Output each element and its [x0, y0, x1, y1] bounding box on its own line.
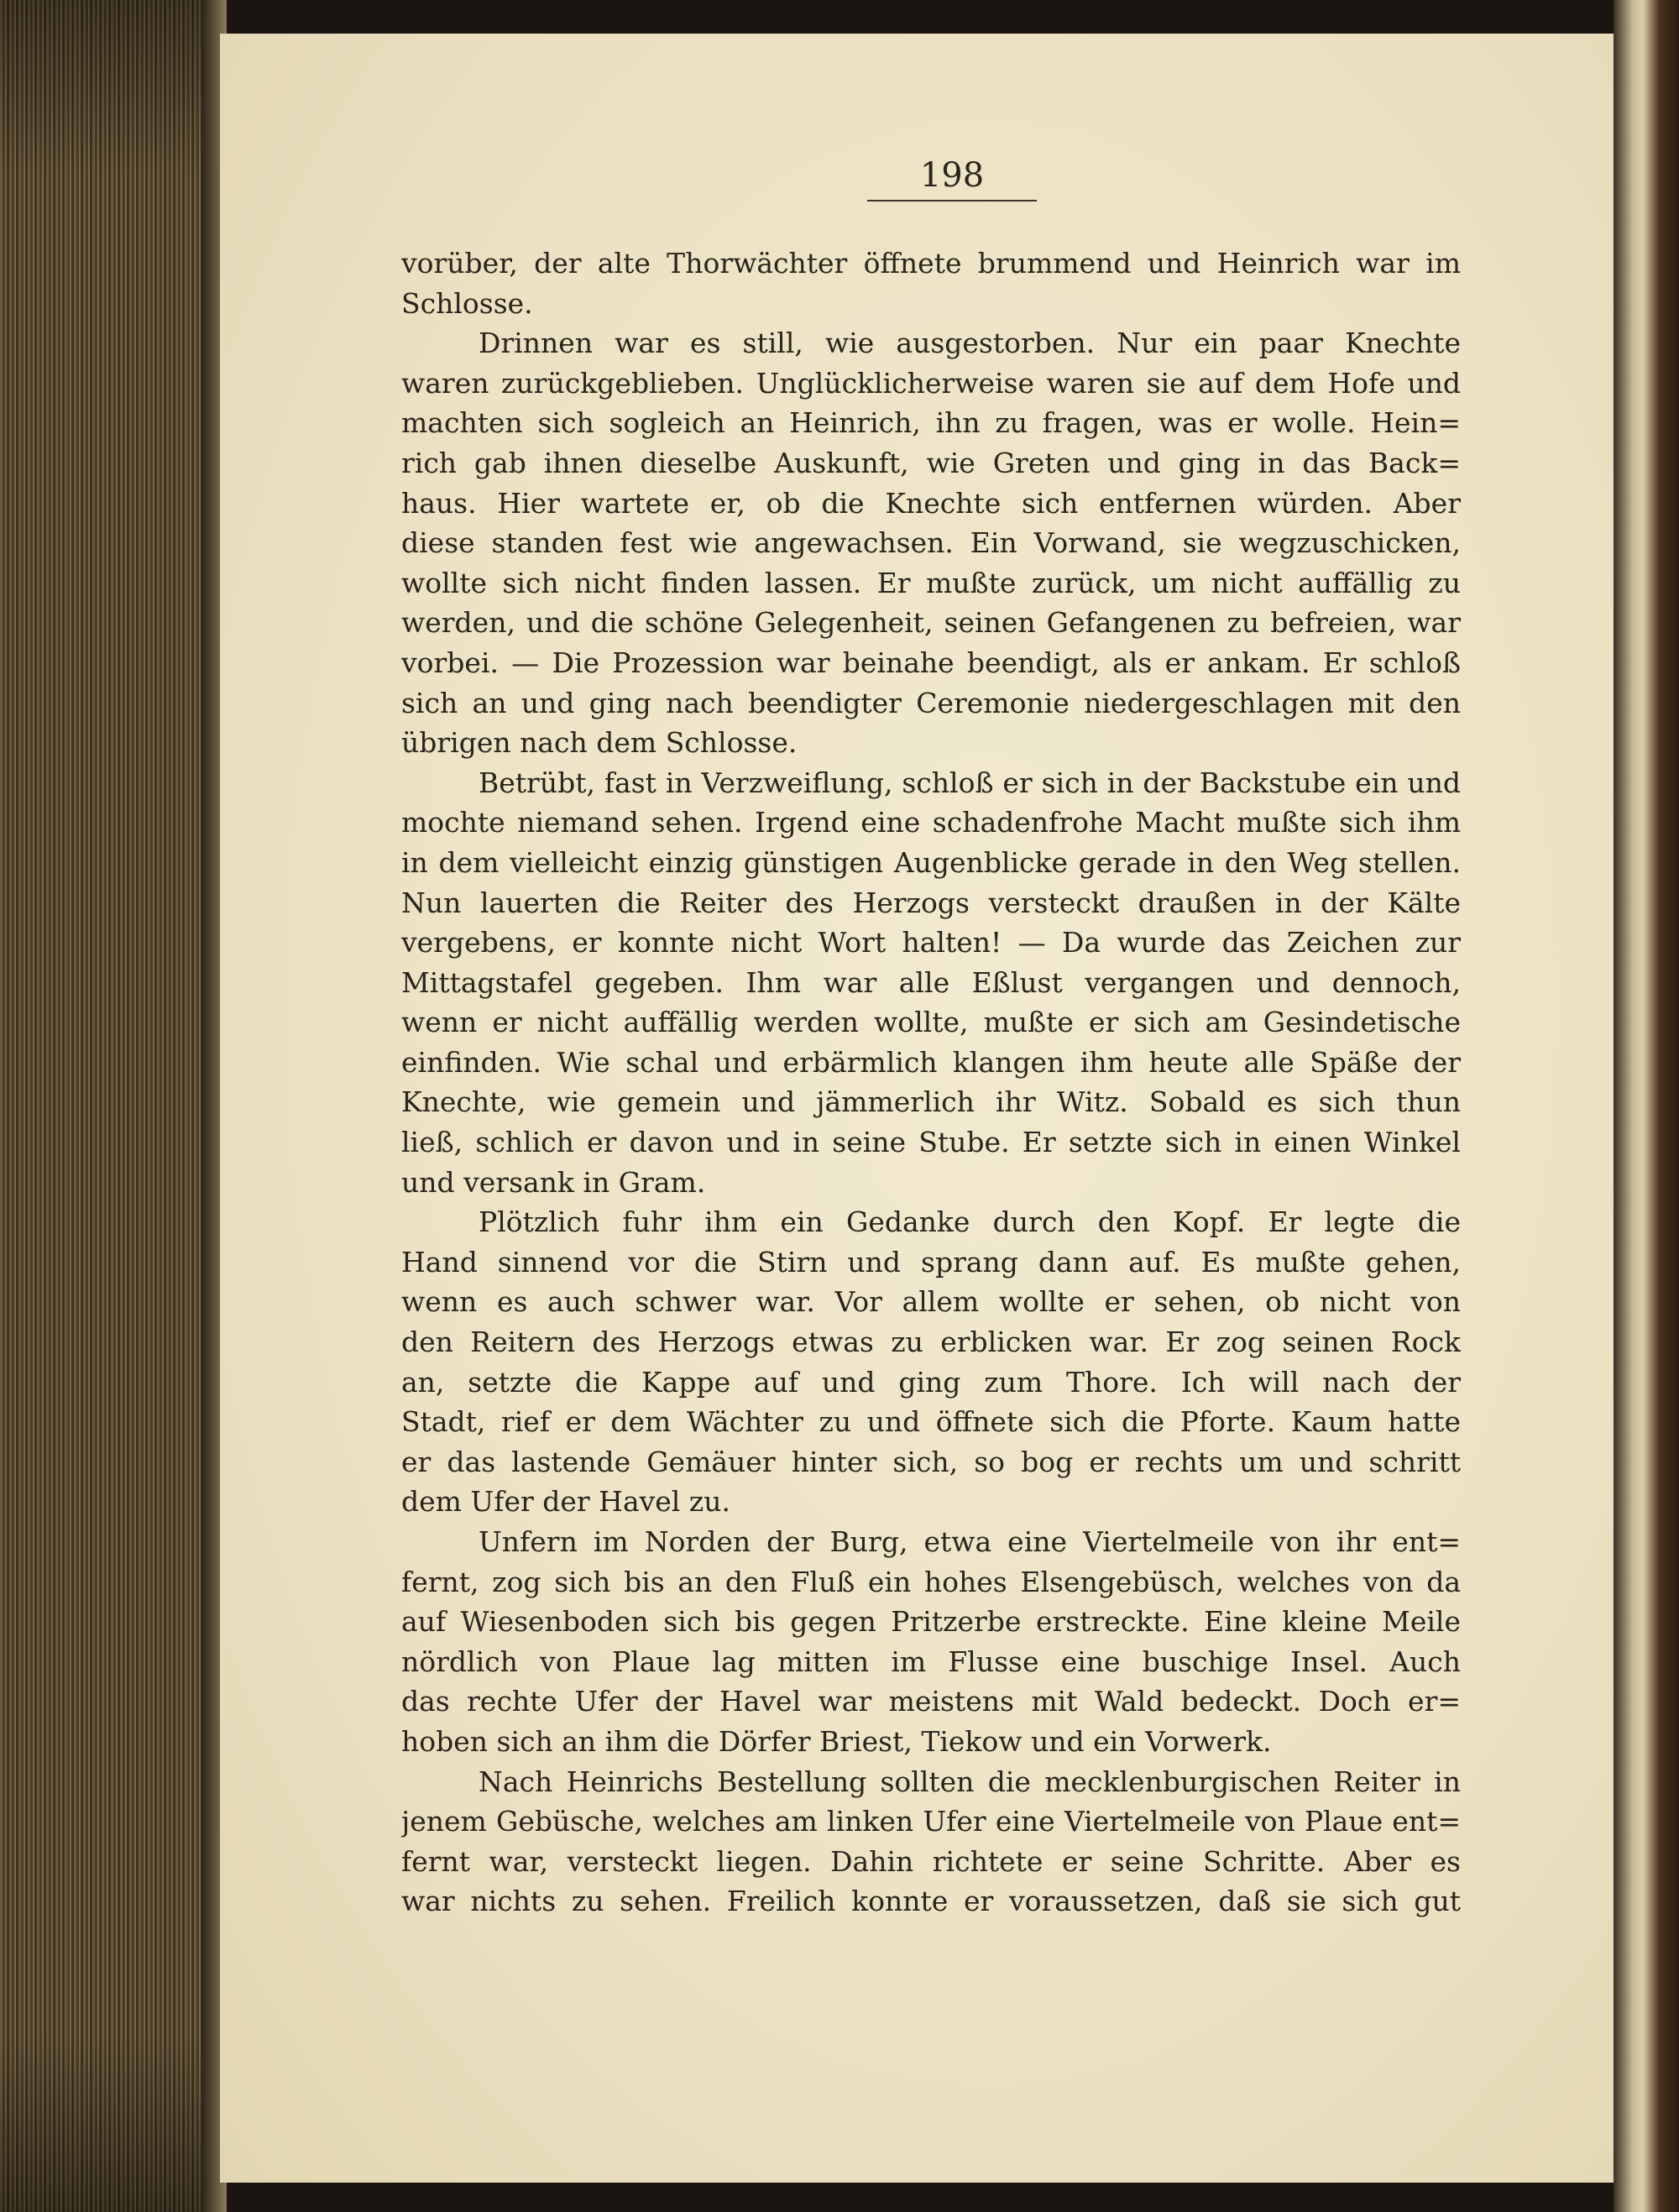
text-line-content: waren zurückgeblieben. Unglücklicherweise waren sie auf dem Hofe und	[401, 366, 1461, 400]
text-line-content: Nach Heinrichs Bestellung sollten die mecklenburgischen Reiter in	[479, 1765, 1461, 1798]
text-line-content: an, setzte die Kappe auf und ging zum Thore. Ich will nach der	[401, 1365, 1461, 1399]
text-line	[401, 363, 1461, 404]
next-page-edge	[1614, 0, 1679, 2212]
text-line-content: in dem vielleicht einzig günstigen Augenblicke gerade in den Weg stellen.	[401, 845, 1461, 879]
text-line	[401, 1362, 1461, 1403]
text-line-content: diese standen fest wie angewachsen. Ein Vorwand, sie wegzuschicken,	[401, 526, 1461, 560]
text-line	[401, 1642, 1461, 1682]
text-line	[401, 1282, 1461, 1322]
text-line-content: hoben sich an ihm die Dörfer Briest, Tiekow und ein Vorwerk.	[401, 1724, 1272, 1758]
text-line-content: Mittagstafel gegeben. Ihm war alle Eßlust vergangen und dennoch,	[401, 965, 1461, 999]
body-text	[401, 243, 1461, 1922]
text-line	[401, 563, 1461, 604]
text-line	[401, 284, 1461, 324]
text-line	[401, 923, 1461, 963]
text-line	[401, 1722, 1461, 1762]
text-line-content: Schlosse.	[401, 286, 533, 320]
text-line	[401, 1322, 1461, 1362]
text-line	[401, 803, 1461, 843]
text-line	[401, 1163, 1461, 1203]
text-line	[401, 1402, 1461, 1442]
text-line	[401, 323, 1461, 363]
text-line	[401, 1562, 1461, 1603]
text-line	[401, 1522, 1461, 1562]
text-line	[401, 763, 1461, 803]
text-line-content: übrigen nach dem Schlosse.	[401, 726, 798, 760]
text-line	[401, 1602, 1461, 1642]
text-line-content: Drinnen war es still, wie ausgestorben. Nur ein paar Knechte	[479, 327, 1461, 360]
text-line-content: war nichts zu sehen. Freilich konnte er voraussetzen, daß sie sich gut	[401, 1885, 1461, 1918]
text-line-content: fernt, zog sich bis an den Fluß ein hohes Elsengebüsch, welches von da	[401, 1565, 1461, 1598]
text-line-content: Plötzlich fuhr ihm ein Gedanke durch den Kopf. Er legte die	[479, 1205, 1461, 1239]
page-number: 198	[919, 156, 985, 195]
text-line	[401, 883, 1461, 923]
text-line-content: haus. Hier wartete er, ob die Knechte sich entfernen würden. Aber	[401, 486, 1461, 520]
text-line	[401, 1482, 1461, 1522]
text-line-content: Unfern im Norden der Burg, etwa eine Viertelmeile von ihr ent=	[479, 1525, 1461, 1558]
text-line	[401, 1242, 1461, 1283]
text-line-content: mochte niemand sehen. Irgend eine schadenfrohe Macht mußte sich ihm	[401, 806, 1461, 839]
text-line-content: Nun lauerten die Reiter des Herzogs versteckt draußen in der Kälte	[401, 886, 1461, 919]
text-line-content: den Reitern des Herzogs etwas zu erblicken war. Er zog seinen Rock	[401, 1326, 1461, 1359]
text-line-content: sich an und ging nach beendigter Ceremonie niedergeschlagen mit den	[401, 686, 1461, 719]
text-line	[401, 843, 1461, 883]
text-line-content: auf Wiesenboden sich bis gegen Pritzerbe erstreckte. Eine kleine Meile	[401, 1605, 1461, 1639]
text-line-content: fernt war, versteckt liegen. Dahin richtete er seine Schritte. Aber es	[401, 1844, 1461, 1878]
text-line-content: machten sich sogleich an Heinrich, ihn zu fragen, was er wolle. Hein=	[401, 406, 1461, 440]
book-page-edges	[0, 0, 220, 2212]
text-line	[401, 1842, 1461, 1882]
text-line-content: das rechte Ufer der Havel war meistens mit Wald bedeckt. Doch er=	[401, 1685, 1461, 1718]
text-line-content: dem Ufer der Havel zu.	[401, 1485, 730, 1519]
text-line	[401, 1442, 1461, 1483]
text-line	[401, 1762, 1461, 1802]
text-line-content: Stadt, rief er dem Wächter zu und öffnete sich die Pforte. Kaum hatte	[401, 1405, 1461, 1439]
text-line	[401, 403, 1461, 443]
text-line-content: vergebens, er konnte nicht Wort halten! — Da wurde das Zeichen zur	[401, 926, 1461, 960]
text-line-content: wenn er nicht auffällig werden wollte, mußte er sich am Gesindetische	[401, 1006, 1461, 1039]
text-line-content: jenem Gebüsche, welches am linken Ufer eine Viertelmeile von Plaue ent=	[401, 1805, 1461, 1838]
text-line-content: Knechte, wie gemein und jämmerlich ihr Witz. Sobald es sich thun	[401, 1085, 1461, 1119]
text-line	[401, 643, 1461, 683]
text-line-content: werden, und die schöne Gelegenheit, seinen Gefangenen zu befreien, war	[401, 606, 1461, 640]
text-line-content: vorüber, der alte Thorwächter öffnete brummend und Heinrich war im	[401, 247, 1461, 280]
text-line-content: wollte sich nicht finden lassen. Er mußte zurück, um nicht auffällig zu	[401, 566, 1461, 599]
text-line-content: er das lastende Gemäuer hinter sich, so bog er rechts um und schritt	[401, 1445, 1461, 1478]
text-line-content: wenn es auch schwer war. Vor allem wollte er sehen, ob nicht von	[401, 1285, 1461, 1319]
text-line	[401, 1082, 1461, 1122]
text-line	[401, 1202, 1461, 1242]
text-line-content: ließ, schlich er davon und in seine Stube. Er setzte sich in einen Winkel	[401, 1126, 1461, 1159]
text-line	[401, 723, 1461, 763]
text-line	[401, 1881, 1461, 1922]
text-line	[401, 603, 1461, 643]
text-line	[401, 1801, 1461, 1842]
text-line	[401, 243, 1461, 284]
text-line	[401, 1002, 1461, 1043]
text-line	[401, 1043, 1461, 1083]
text-line-content: vorbei. — Die Prozession war beinahe beendigt, als er ankam. Er schloß	[401, 646, 1461, 679]
text-line-content: Betrübt, fast in Verzweiflung, schloß er sich in der Backstube ein und	[479, 766, 1461, 799]
text-line-content: rich gab ihnen dieselbe Auskunft, wie Greten und ging in das Back=	[401, 446, 1461, 479]
text-line	[401, 523, 1461, 563]
text-line	[401, 1122, 1461, 1163]
text-line	[401, 443, 1461, 484]
text-line-content: einfinden. Wie schal und erbärmlich klangen ihm heute alle Späße der	[401, 1045, 1461, 1079]
text-line	[401, 683, 1461, 724]
page-number-rule	[867, 200, 1037, 201]
text-line	[401, 963, 1461, 1003]
text-line-content: nördlich von Plaue lag mitten im Flusse eine buschige Insel. Auch	[401, 1645, 1461, 1678]
text-line-content: Hand sinnend vor die Stirn und sprang dann auf. Es mußte gehen,	[401, 1245, 1461, 1279]
text-line-content: und versank in Gram.	[401, 1165, 706, 1199]
text-line	[401, 1681, 1461, 1722]
text-line	[401, 484, 1461, 524]
